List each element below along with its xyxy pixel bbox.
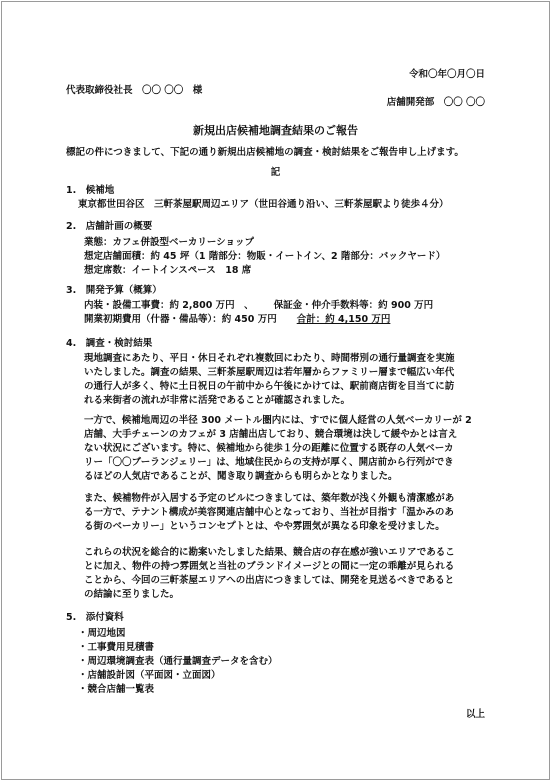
section-5-title: 5. 添付資料 [66,612,124,623]
paragraph-line: る街のベーカリー」というコンセプトとは、やや雰囲気が異なる印象を受けました。 [84,521,445,532]
budget-total: 合計：約 4,150 万円 [296,314,391,325]
paragraph-line: リー「〇〇ブーランジェリー」は、地域住民からの支持が厚く、開店前から行列ができ [84,457,454,468]
paragraph-line: 店舗、大手チェーンのカフェが 3 店舗出店しており、競合環境は決して緩やかとは言え [84,429,458,440]
attachment-item: ・店舗設計図（平面図・立面図） [78,670,221,681]
result-paragraph-1 [84,352,494,408]
paragraph-line: 一方で、候補地周辺の半径 300 メートル圏内には、すでに個人経営の人気ベーカリーが 2 [84,415,472,426]
attachment-item: ・工事費用見積書 [78,642,155,653]
paragraph-line: の通行人が多く、特に土日祝日の午前中から午後にかけては、駅前商店街を目当てに訪 [84,381,455,392]
budget-line [84,299,433,313]
attachment-item: ・競合店舗一覧表 [78,684,155,695]
recipient: 代表取締役社長 〇〇 〇〇 様 [66,85,203,96]
paragraph-line: ことから、今回の三軒茶屋エリアへの出店につきましては、開発を見送るべきであると [84,575,455,586]
paragraph-line: とに加え、物件の持つ雰囲気と当社のブランドイメージとの間に一定の乖離が見られる [84,561,455,572]
paragraph-line: るほどの人気店であることが、聞き取り調査からも明らかとなりました。 [84,471,398,482]
result-paragraph-4 [84,546,494,602]
paragraph-line: これらの状況を総合的に勘案いたしました結果、競合店の存在感が強いエリアであるこ [84,547,455,558]
paragraph-line: また、候補物件が入居する予定のビルにつきましては、築年数が浅く外観も清潔感があ [84,493,455,504]
budget-deposit: 保証金・仲介手数料等：約 900 万円 [273,300,434,311]
document-page [1,1,550,780]
attachment-item: ・周辺地図 [78,628,126,639]
attachment-list [78,627,278,697]
document-title: 新規出店候補地調査結果のご報告 [193,124,358,137]
paragraph-line: の結論に至りました。 [84,589,180,600]
section-2-title: 2. 店舗計画の概要 [66,221,153,232]
sender: 店舗開発部 〇〇 〇〇 [386,97,485,108]
budget-line [84,313,433,327]
store-plan-line: 想定店舗面積：約 45 坪（1 階部分：物販・イートイン、2 階部分：バックヤード） [84,251,446,262]
section-1-title: 1. 候補地 [66,185,115,196]
section-3-title: 3. 開発予算（概算） [66,285,162,296]
paragraph-line: れる来街者の流れが非常に活発であることが確認されました。 [84,395,351,406]
closing-text: 以上 [465,709,485,720]
section-4-title: 4. 調査・検討結果 [66,338,153,349]
section-2-body [84,236,445,278]
intro-text: 標記の件につきまして、下記の通り新規出店候補地の調査・検討結果をご報告申し上げます。 [66,147,464,158]
paragraph-line: 現地調査にあたり、平日・休日それぞれ複数回にわたり、時間帯別の通行量調査を実施 [84,353,455,364]
budget-construction: 内装・設備工事費：約 2,800 万円 、 [84,300,254,311]
attachment-item: ・周辺環境調査表（通行量調査データを含む） [78,656,278,667]
store-plan-line: 想定席数：イートインスペース 18 席 [84,265,252,276]
store-plan-line: 業態：カフェ併設型ベーカリーショップ [84,237,254,248]
ki-heading: 記 [270,167,281,178]
paragraph-line: る一方で、テナント構成が美容関連店舗中心となっており、当社が目指す「温かみのあ [84,507,454,518]
paragraph-line: いたしました。調査の結果、三軒茶屋駅周辺は若年層からファミリー層まで幅広い年代 [84,367,455,378]
budget-initial: 開業初期費用（什器・備品等）：約 450 万円 [84,314,277,325]
result-paragraph-3 [84,492,494,534]
paragraph-line: ない状況にございます。特に、候補地から徒歩１分の距離に位置する既存の人気ベーカ [84,443,454,454]
section-1-body [78,198,449,212]
candidate-location: 東京都世田谷区 三軒茶屋駅周辺エリア（世田谷通り沿い、三軒茶屋駅より徒歩４分） [78,199,449,210]
section-3-body [84,299,433,327]
document-date: 令和〇年〇月〇日 [408,69,485,80]
result-paragraph-2 [84,414,494,484]
